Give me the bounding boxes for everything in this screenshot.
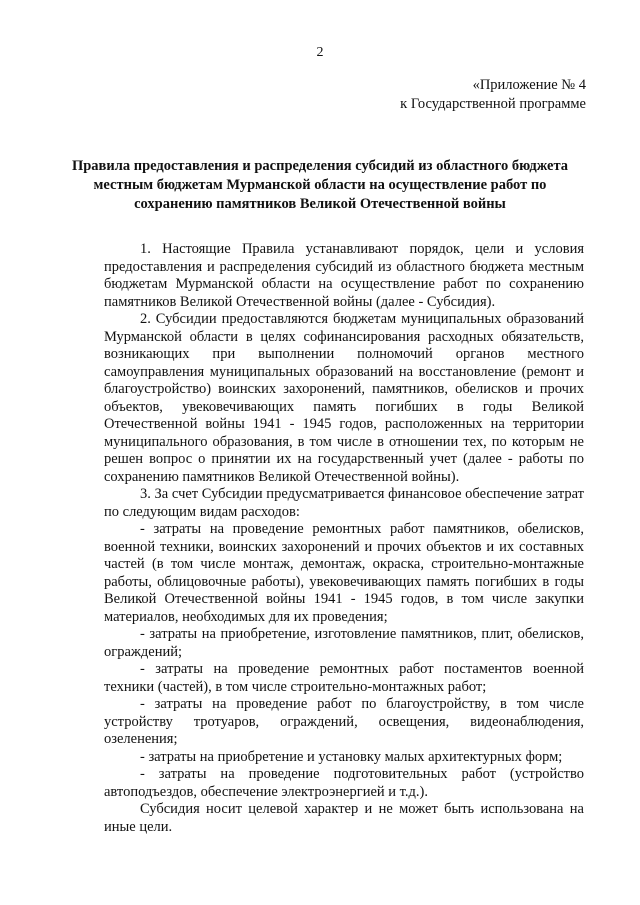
- closing-paragraph: Субсидия носит целевой характер и не может быть использована на иные цели.: [104, 801, 584, 835]
- appendix-reference: [400, 76, 586, 114]
- appendix-line-2: к Государственной программе: [400, 96, 586, 112]
- expense-item-1: - затраты на проведение ремонтных работ памятников, обелисков, военной техники, воинских захоронений и прочих объектов и их составных частей (в том числе монтаж, демонтаж, окраска, строительно-монтажные работы, облицовочные работы), увековечивающих память погибших в годы Великой Отечественной войны 1941 - 1945 годов, в том числе закупки материалов, необходимых для их проведения;: [104, 521, 584, 625]
- expense-item-2: - затраты на приобретение, изготовление памятников, плит, обелисков, ограждений;: [104, 626, 584, 660]
- paragraph-1: 1. Настоящие Правила устанавливают порядок, цели и условия предоставления и распределения субсидий из областного бюджета местным бюджетам Мурманской области на осуществление работ по сохранению памятников Великой Отечественной войны (далее - Субсидия).: [104, 241, 584, 310]
- expense-item-5: - затраты на приобретение и установку малых архитектурных форм;: [140, 748, 563, 765]
- expense-item-4: - затраты на проведение работ по благоустройству, в том числе устройству тротуаров, ограждений, освещения, видеонаблюдения, озеленения;: [104, 696, 584, 747]
- expense-item-3: - затраты на проведение ремонтных работ постаментов военной техники (частей), в том числе строительно-монтажных работ;: [104, 661, 584, 695]
- expense-item-6: - затраты на проведение подготовительных работ (устройство автоподъездов, обеспечение электроэнергией и т.д.).: [104, 766, 584, 800]
- document-title: Правила предоставления и распределения субсидий из областного бюджета местным бюджетам Мурманской области на осуществление работ по сохранению памятников Великой Отечественной войны: [71, 158, 569, 212]
- appendix-line-1: «Приложение № 4: [472, 77, 586, 93]
- page-number: 2: [316, 45, 324, 60]
- paragraph-3: 3. За счет Субсидии предусматривается финансовое обеспечение затрат по следующим видам расходов:: [104, 486, 584, 520]
- paragraph-2: 2. Субсидии предоставляются бюджетам муниципальных образований Мурманской области в целях софинансирования расходных обязательств, возникающих при выполнении полномочий органов местного самоуправления муниципальных образований на восстановление (ремонт и благоустройство) воинских захоронений, памятников, обелисков и прочих объектов, увековечивающих память погибших в годы Великой Отечественной войны 1941 - 1945 годов, расположенных на территории муниципального образования, в том числе в отношении тех, по которым не решен вопрос о принятии их на государственный учет (далее - работы по сохранению памятников Великой Отечественной войны).: [104, 311, 584, 485]
- document-body: [104, 241, 584, 836]
